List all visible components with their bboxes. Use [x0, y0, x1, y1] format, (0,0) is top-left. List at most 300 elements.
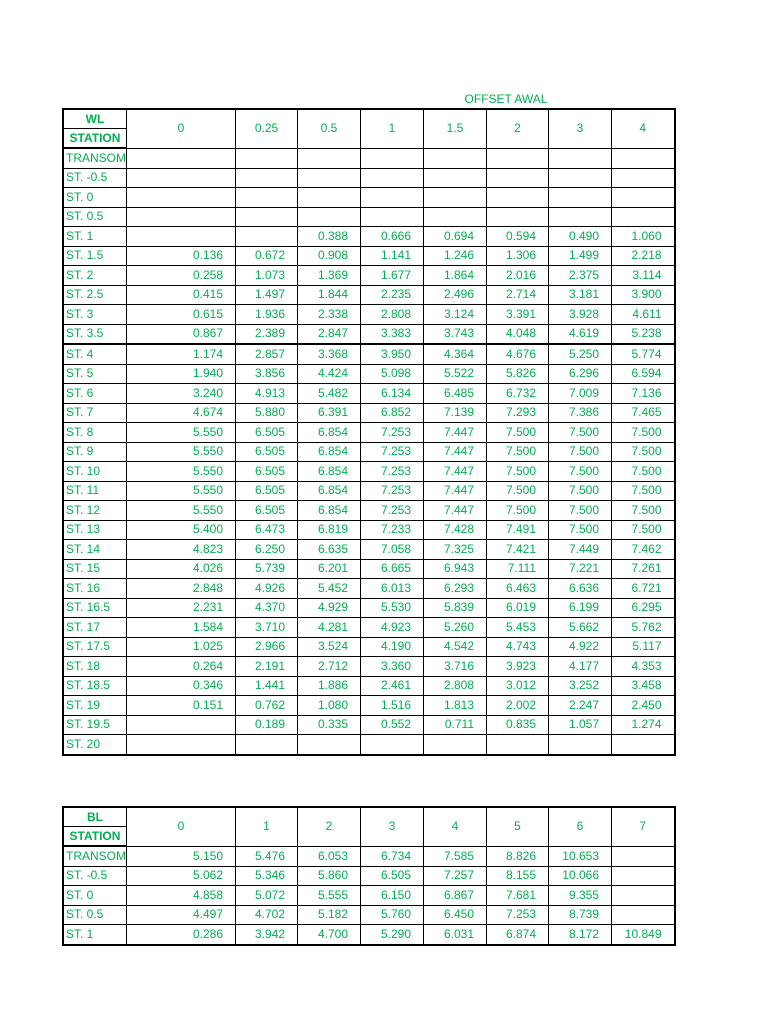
station-cell: ST. 4	[63, 344, 127, 364]
offset-value-cell: 7.253	[361, 501, 424, 521]
offset-value-cell: 0.835	[487, 715, 549, 735]
offset-value-cell: 4.923	[361, 618, 424, 638]
table-row	[63, 148, 675, 168]
offset-value-cell: 1.080	[298, 696, 361, 716]
offset-value-cell: 6.505	[361, 866, 424, 886]
bl-column-header: 3	[361, 807, 424, 846]
offset-value-cell: 0.552	[361, 715, 424, 735]
offset-value-cell: 7.500	[549, 462, 612, 482]
bl-column-header: 7	[612, 807, 675, 846]
table-row	[63, 925, 675, 945]
offset-value-cell: 5.182	[298, 905, 361, 925]
offset-value-cell: 0.415	[127, 285, 236, 305]
offset-value-cell: 2.808	[361, 305, 424, 325]
table-row	[63, 886, 675, 906]
wl-column-header: 0.25	[236, 109, 298, 148]
offset-value-cell: 4.190	[361, 637, 424, 657]
table-row	[63, 598, 675, 618]
wl-column-header: 2	[487, 109, 549, 148]
offset-value-cell: 0.151	[127, 696, 236, 716]
offset-value-cell: 1.936	[236, 305, 298, 325]
offset-value-cell	[612, 148, 675, 168]
offset-value-cell	[549, 735, 612, 755]
station-cell: ST. 0	[63, 188, 127, 208]
bl-offset-table	[62, 806, 676, 946]
offset-value-cell: 7.058	[361, 540, 424, 560]
table-row	[63, 637, 675, 657]
offset-value-cell: 4.913	[236, 384, 298, 404]
station-cell: ST. 16	[63, 579, 127, 599]
offset-value-cell	[549, 207, 612, 227]
offset-value-cell: 4.048	[487, 324, 549, 344]
offset-value-cell	[549, 148, 612, 168]
offset-value-cell: 5.662	[549, 618, 612, 638]
offset-value-cell: 0.867	[127, 324, 236, 344]
table-row	[63, 540, 675, 560]
station-cell: ST. 2	[63, 266, 127, 286]
offset-value-cell: 7.500	[612, 501, 675, 521]
offset-value-cell: 0.666	[361, 227, 424, 247]
offset-value-cell: 6.636	[549, 579, 612, 599]
station-cell: ST. 6	[63, 384, 127, 404]
offset-value-cell: 7.500	[487, 462, 549, 482]
table-row	[63, 520, 675, 540]
station-cell: ST. 9	[63, 442, 127, 462]
wl-column-header: 3	[549, 109, 612, 148]
offset-value-cell	[424, 735, 487, 755]
offset-value-cell: 6.485	[424, 384, 487, 404]
station-cell: ST. 11	[63, 481, 127, 501]
offset-value-cell: 1.886	[298, 676, 361, 696]
offset-value-cell	[298, 148, 361, 168]
offset-value-cell: 8.172	[549, 925, 612, 945]
offset-value-cell	[127, 715, 236, 735]
offset-value-cell: 4.611	[612, 305, 675, 325]
offset-value-cell	[127, 188, 236, 208]
table-row	[63, 423, 675, 443]
offset-value-cell: 2.218	[612, 246, 675, 266]
station-cell: ST. 17.5	[63, 637, 127, 657]
offset-value-cell: 6.293	[424, 579, 487, 599]
station-cell: ST. 15	[63, 559, 127, 579]
table-row	[63, 207, 675, 227]
station-cell: ST. 14	[63, 540, 127, 560]
offset-value-cell	[612, 207, 675, 227]
offset-value-cell	[361, 735, 424, 755]
offset-value-cell	[298, 188, 361, 208]
offset-value-cell: 1.584	[127, 618, 236, 638]
offset-value-cell: 2.235	[361, 285, 424, 305]
offset-value-cell	[127, 168, 236, 188]
offset-value-cell	[612, 735, 675, 755]
offset-value-cell: 4.922	[549, 637, 612, 657]
table-row	[63, 442, 675, 462]
offset-value-cell: 7.500	[487, 423, 549, 443]
bl-header-row	[63, 807, 675, 827]
offset-value-cell: 4.743	[487, 637, 549, 657]
offset-value-cell: 6.852	[361, 403, 424, 423]
offset-value-cell: 2.714	[487, 285, 549, 305]
offset-value-cell: 1.497	[236, 285, 298, 305]
offset-value-cell: 7.500	[549, 423, 612, 443]
offset-value-cell: 5.117	[612, 637, 675, 657]
offset-value-cell: 6.450	[424, 905, 487, 925]
offset-value-cell: 6.721	[612, 579, 675, 599]
offset-value-cell: 2.231	[127, 598, 236, 618]
offset-value-cell: 7.386	[549, 403, 612, 423]
offset-value-cell: 8.826	[487, 846, 549, 866]
offset-value-cell: 5.739	[236, 559, 298, 579]
table-row	[63, 696, 675, 716]
table-row	[63, 285, 675, 305]
offset-value-cell: 2.338	[298, 305, 361, 325]
station-cell: ST. 3	[63, 305, 127, 325]
station-cell: ST. 19	[63, 696, 127, 716]
offset-value-cell: 5.826	[487, 364, 549, 384]
station-cell: ST. 2.5	[63, 285, 127, 305]
offset-value-cell: 3.360	[361, 657, 424, 677]
offset-value-cell: 0.189	[236, 715, 298, 735]
offset-value-cell	[487, 188, 549, 208]
offset-value-cell: 5.550	[127, 442, 236, 462]
offset-value-cell: 5.453	[487, 618, 549, 638]
offset-value-cell	[612, 168, 675, 188]
wl-column-header: 0	[127, 109, 236, 148]
offset-value-cell: 2.191	[236, 657, 298, 677]
table-row	[63, 384, 675, 404]
offset-value-cell: 0.286	[127, 925, 236, 945]
offset-value-cell: 6.250	[236, 540, 298, 560]
station-cell: ST. 13	[63, 520, 127, 540]
offset-value-cell: 6.505	[236, 423, 298, 443]
offset-value-cell	[127, 735, 236, 755]
table-row	[63, 846, 675, 866]
offset-value-cell: 4.542	[424, 637, 487, 657]
offset-value-cell: 3.900	[612, 285, 675, 305]
offset-value-cell: 7.491	[487, 520, 549, 540]
offset-value-cell	[549, 168, 612, 188]
offset-value-cell: 3.458	[612, 676, 675, 696]
offset-value-cell: 2.966	[236, 637, 298, 657]
table-row	[63, 266, 675, 286]
wl-column-header: 4	[612, 109, 675, 148]
offset-value-cell: 0.258	[127, 266, 236, 286]
offset-value-cell: 6.031	[424, 925, 487, 945]
offset-value-cell: 3.181	[549, 285, 612, 305]
offset-value-cell: 1.306	[487, 246, 549, 266]
offset-value-cell	[424, 207, 487, 227]
offset-value-cell: 1.677	[361, 266, 424, 286]
offset-value-cell: 3.368	[298, 344, 361, 364]
offset-value-cell: 7.449	[549, 540, 612, 560]
station-cell: ST. 7	[63, 403, 127, 423]
offset-value-cell: 3.710	[236, 618, 298, 638]
offset-value-cell	[236, 148, 298, 168]
station-cell: ST. 0.5	[63, 207, 127, 227]
offset-value-cell: 8.739	[549, 905, 612, 925]
offset-value-cell: 2.247	[549, 696, 612, 716]
offset-value-cell: 7.261	[612, 559, 675, 579]
table-row	[63, 227, 675, 247]
offset-value-cell: 4.619	[549, 324, 612, 344]
offset-value-cell	[487, 735, 549, 755]
offset-value-cell	[487, 168, 549, 188]
offset-value-cell: 7.293	[487, 403, 549, 423]
bl-column-header: 1	[236, 807, 298, 846]
table-row	[63, 735, 675, 755]
offset-value-cell: 5.482	[298, 384, 361, 404]
offset-value-cell: 7.500	[549, 501, 612, 521]
bl-label: BL	[63, 807, 127, 827]
offset-value-cell: 5.550	[127, 501, 236, 521]
offset-value-cell: 6.019	[487, 598, 549, 618]
table-row	[63, 481, 675, 501]
table-row	[63, 168, 675, 188]
offset-value-cell: 7.447	[424, 501, 487, 521]
offset-value-cell: 10.653	[549, 846, 612, 866]
offset-value-cell: 7.500	[487, 442, 549, 462]
offset-value-cell	[127, 148, 236, 168]
station-cell: ST. 8	[63, 423, 127, 443]
offset-value-cell: 1.060	[612, 227, 675, 247]
station-cell: ST. 1.5	[63, 246, 127, 266]
offset-value-cell: 2.450	[612, 696, 675, 716]
table-row	[63, 344, 675, 364]
offset-value-cell	[424, 168, 487, 188]
offset-value-cell: 4.424	[298, 364, 361, 384]
offset-value-cell: 4.026	[127, 559, 236, 579]
offset-value-cell	[236, 168, 298, 188]
station-cell: ST. 1	[63, 925, 127, 945]
offset-value-cell: 7.681	[487, 886, 549, 906]
offset-value-cell: 0.711	[424, 715, 487, 735]
offset-value-cell: 7.325	[424, 540, 487, 560]
offset-value-cell	[236, 207, 298, 227]
offset-value-cell: 7.253	[361, 423, 424, 443]
offset-value-cell: 4.281	[298, 618, 361, 638]
offset-value-cell: 6.013	[361, 579, 424, 599]
offset-value-cell: 7.221	[549, 559, 612, 579]
station-cell: TRANSOM	[63, 148, 127, 168]
offset-caption: OFFSET AWAL	[464, 92, 548, 106]
offset-value-cell: 6.463	[487, 579, 549, 599]
offset-value-cell: 0.346	[127, 676, 236, 696]
offset-value-cell: 7.465	[612, 403, 675, 423]
offset-value-cell: 7.428	[424, 520, 487, 540]
station-cell: ST. 10	[63, 462, 127, 482]
offset-value-cell: 3.928	[549, 305, 612, 325]
offset-value-cell: 2.375	[549, 266, 612, 286]
offset-value-cell: 4.676	[487, 344, 549, 364]
offset-value-cell: 1.813	[424, 696, 487, 716]
station-cell: ST. 12	[63, 501, 127, 521]
table-row	[63, 246, 675, 266]
offset-value-cell: 7.500	[487, 481, 549, 501]
offset-value-cell: 5.522	[424, 364, 487, 384]
offset-value-cell: 6.874	[487, 925, 549, 945]
station-cell: ST. 20	[63, 735, 127, 755]
table-row	[63, 559, 675, 579]
offset-value-cell: 9.355	[549, 886, 612, 906]
offset-value-cell: 7.253	[487, 905, 549, 925]
offset-value-cell: 10.066	[549, 866, 612, 886]
offset-value-cell: 1.057	[549, 715, 612, 735]
offset-value-cell: 7.139	[424, 403, 487, 423]
offset-value-cell: 5.346	[236, 866, 298, 886]
offset-value-cell	[487, 148, 549, 168]
bl-column-header: 4	[424, 807, 487, 846]
offset-value-cell: 6.391	[298, 403, 361, 423]
offset-value-cell: 6.505	[236, 442, 298, 462]
table-row	[63, 188, 675, 208]
offset-value-cell: 0.490	[549, 227, 612, 247]
wl-column-header: 0.5	[298, 109, 361, 148]
offset-value-cell	[612, 886, 675, 906]
offset-value-cell: 5.238	[612, 324, 675, 344]
station-cell: TRANSOM	[63, 846, 127, 866]
station-cell: ST. 1	[63, 227, 127, 247]
offset-value-cell: 2.461	[361, 676, 424, 696]
offset-value-cell	[612, 846, 675, 866]
offset-value-cell: 6.473	[236, 520, 298, 540]
offset-value-cell: 2.857	[236, 344, 298, 364]
wl-header-row	[63, 109, 675, 129]
offset-value-cell: 1.073	[236, 266, 298, 286]
offset-value-cell: 5.555	[298, 886, 361, 906]
offset-value-cell: 1.141	[361, 246, 424, 266]
bl-column-header: 0	[127, 807, 236, 846]
offset-value-cell: 3.923	[487, 657, 549, 677]
offset-value-cell: 6.134	[361, 384, 424, 404]
offset-value-cell: 6.943	[424, 559, 487, 579]
offset-value-cell: 2.016	[487, 266, 549, 286]
offset-value-cell: 2.808	[424, 676, 487, 696]
offset-value-cell: 7.585	[424, 846, 487, 866]
station-label: STATION	[63, 827, 127, 847]
table-row	[63, 657, 675, 677]
offset-value-cell: 4.858	[127, 886, 236, 906]
offset-value-cell: 7.257	[424, 866, 487, 886]
station-cell: ST. 17	[63, 618, 127, 638]
offset-value-cell: 0.615	[127, 305, 236, 325]
offset-value-cell: 5.839	[424, 598, 487, 618]
offset-value-cell: 3.716	[424, 657, 487, 677]
offset-value-cell	[424, 148, 487, 168]
offset-value-cell: 5.860	[298, 866, 361, 886]
wl-offset-table	[62, 108, 676, 756]
offset-value-cell: 1.369	[298, 266, 361, 286]
table-row	[63, 501, 675, 521]
offset-value-cell: 2.848	[127, 579, 236, 599]
offset-value-cell: 7.462	[612, 540, 675, 560]
offset-value-cell: 3.012	[487, 676, 549, 696]
offset-value-cell: 0.388	[298, 227, 361, 247]
offset-value-cell	[236, 735, 298, 755]
offset-value-cell	[612, 905, 675, 925]
offset-value-cell: 5.550	[127, 462, 236, 482]
offset-value-cell: 2.712	[298, 657, 361, 677]
station-cell: ST. 3.5	[63, 324, 127, 344]
offset-value-cell: 7.253	[361, 462, 424, 482]
offset-value-cell: 3.942	[236, 925, 298, 945]
offset-value-cell	[236, 227, 298, 247]
offset-value-cell: 7.500	[612, 442, 675, 462]
offset-value-cell: 6.594	[612, 364, 675, 384]
offset-value-cell: 0.694	[424, 227, 487, 247]
offset-value-cell: 5.400	[127, 520, 236, 540]
table-row	[63, 905, 675, 925]
offset-value-cell: 4.497	[127, 905, 236, 925]
offset-value-cell: 6.505	[236, 481, 298, 501]
offset-value-cell: 3.124	[424, 305, 487, 325]
offset-value-cell: 4.823	[127, 540, 236, 560]
offset-value-cell: 3.524	[298, 637, 361, 657]
offset-value-cell: 4.353	[612, 657, 675, 677]
table-row	[63, 676, 675, 696]
offset-value-cell: 5.774	[612, 344, 675, 364]
offset-value-cell: 5.452	[298, 579, 361, 599]
offset-value-cell: 5.072	[236, 886, 298, 906]
offset-value-cell: 5.476	[236, 846, 298, 866]
offset-value-cell: 6.854	[298, 442, 361, 462]
offset-value-cell: 6.867	[424, 886, 487, 906]
wl-column-header: 1.5	[424, 109, 487, 148]
offset-value-cell: 5.260	[424, 618, 487, 638]
offset-value-cell: 5.550	[127, 423, 236, 443]
offset-value-cell	[424, 188, 487, 208]
offset-value-cell: 1.499	[549, 246, 612, 266]
offset-value-cell: 2.002	[487, 696, 549, 716]
offset-value-cell	[298, 207, 361, 227]
offset-value-cell: 0.762	[236, 696, 298, 716]
offset-value-cell: 6.199	[549, 598, 612, 618]
offset-value-cell: 6.732	[487, 384, 549, 404]
offset-value-cell	[236, 188, 298, 208]
table-row	[63, 579, 675, 599]
offset-value-cell	[127, 207, 236, 227]
offset-value-cell: 0.672	[236, 246, 298, 266]
offset-value-cell: 4.370	[236, 598, 298, 618]
offset-value-cell: 1.940	[127, 364, 236, 384]
station-cell: ST. 18	[63, 657, 127, 677]
offset-value-cell	[487, 207, 549, 227]
offset-value-cell: 1.246	[424, 246, 487, 266]
station-label: STATION	[63, 129, 127, 149]
offset-value-cell	[612, 188, 675, 208]
offset-value-cell: 6.201	[298, 559, 361, 579]
offset-value-cell: 6.053	[298, 846, 361, 866]
offset-value-cell	[361, 207, 424, 227]
offset-value-cell: 3.950	[361, 344, 424, 364]
offset-value-cell: 4.700	[298, 925, 361, 945]
station-cell: ST. 19.5	[63, 715, 127, 735]
offset-value-cell: 7.009	[549, 384, 612, 404]
offset-value-cell: 7.500	[612, 520, 675, 540]
offset-value-cell: 5.530	[361, 598, 424, 618]
offset-value-cell: 6.635	[298, 540, 361, 560]
offset-value-cell: 7.500	[612, 481, 675, 501]
offset-value-cell: 4.926	[236, 579, 298, 599]
offset-value-cell: 1.864	[424, 266, 487, 286]
offset-value-cell: 5.550	[127, 481, 236, 501]
offset-value-cell	[549, 188, 612, 208]
table-row	[63, 364, 675, 384]
offset-value-cell: 4.364	[424, 344, 487, 364]
offset-value-cell: 7.136	[612, 384, 675, 404]
offset-value-cell: 7.500	[612, 462, 675, 482]
offset-value-cell: 0.594	[487, 227, 549, 247]
offset-value-cell: 6.854	[298, 481, 361, 501]
